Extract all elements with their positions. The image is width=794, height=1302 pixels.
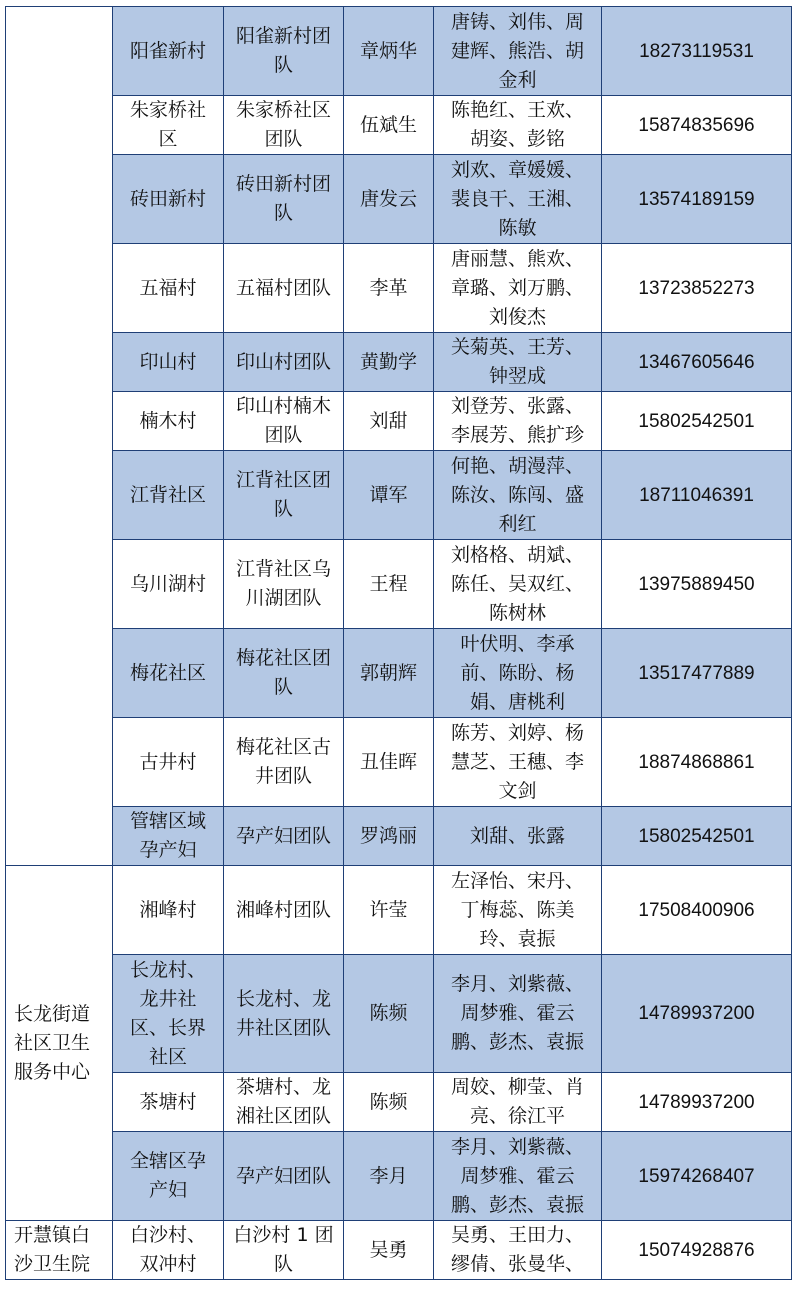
table-row	[6, 392, 792, 451]
village-cell: 管辖区域孕产妇	[113, 807, 224, 866]
phone-cell: 13467605646	[602, 333, 792, 392]
table-row	[6, 1073, 792, 1132]
team-cell: 湘峰村团队	[224, 866, 344, 955]
table-row	[6, 1132, 792, 1221]
table-row	[6, 451, 792, 540]
leader-cell: 郭朝辉	[344, 629, 434, 718]
table-row	[6, 7, 792, 96]
leader-cell: 唐发云	[344, 155, 434, 244]
phone-cell: 15974268407	[602, 1132, 792, 1221]
phone-cell: 18711046391	[602, 451, 792, 540]
village-cell: 楠木村	[113, 392, 224, 451]
leader-cell: 黄勤学	[344, 333, 434, 392]
phone-cell: 15802542501	[602, 807, 792, 866]
team-cell: 五福村团队	[224, 244, 344, 333]
phone-cell: 14789937200	[602, 1073, 792, 1132]
village-cell: 梅花社区	[113, 629, 224, 718]
team-cell: 朱家桥社区团队	[224, 96, 344, 155]
members-cell: 陈芳、刘婷、杨慧芝、王穗、李文剑	[434, 718, 602, 807]
phone-cell: 13517477889	[602, 629, 792, 718]
leader-cell: 刘甜	[344, 392, 434, 451]
team-cell: 印山村团队	[224, 333, 344, 392]
village-cell: 长龙村、龙井社区、长界社区	[113, 955, 224, 1073]
team-cell: 江背社区团队	[224, 451, 344, 540]
leader-cell: 丑佳晖	[344, 718, 434, 807]
village-cell: 阳雀新村	[113, 7, 224, 96]
village-cell: 印山村	[113, 333, 224, 392]
members-cell: 叶伏明、李承前、陈盼、杨娟、唐桃利	[434, 629, 602, 718]
team-cell: 印山村楠木团队	[224, 392, 344, 451]
phone-cell: 18874868861	[602, 718, 792, 807]
phone-cell: 15802542501	[602, 392, 792, 451]
team-cell: 砖田新村团队	[224, 155, 344, 244]
members-cell: 周姣、柳莹、肖亮、徐江平	[434, 1073, 602, 1132]
team-cell: 长龙村、龙井社区团队	[224, 955, 344, 1073]
leader-cell: 许莹	[344, 866, 434, 955]
table-row	[6, 155, 792, 244]
members-cell: 唐铸、刘伟、周建辉、熊浩、胡金利	[434, 7, 602, 96]
phone-cell: 15074928876	[602, 1221, 792, 1280]
team-cell: 孕产妇团队	[224, 807, 344, 866]
table-row	[6, 718, 792, 807]
village-cell: 全辖区孕产妇	[113, 1132, 224, 1221]
village-cell: 江背社区	[113, 451, 224, 540]
members-cell: 李月、刘紫薇、周梦雅、霍云鹏、彭杰、袁振	[434, 1132, 602, 1221]
table-row	[6, 333, 792, 392]
phone-cell: 13723852273	[602, 244, 792, 333]
team-cell: 梅花社区团队	[224, 629, 344, 718]
members-cell: 刘格格、胡斌、陈任、吴双红、陈树林	[434, 540, 602, 629]
members-cell: 何艳、胡漫萍、陈汝、陈闯、盛利红	[434, 451, 602, 540]
phone-cell: 13975889450	[602, 540, 792, 629]
village-cell: 砖田新村	[113, 155, 224, 244]
table-row	[6, 629, 792, 718]
phone-cell: 17508400906	[602, 866, 792, 955]
leader-cell: 陈频	[344, 1073, 434, 1132]
leader-cell: 伍斌生	[344, 96, 434, 155]
village-cell: 朱家桥社区	[113, 96, 224, 155]
members-cell: 刘甜、张露	[434, 807, 602, 866]
table-row	[6, 540, 792, 629]
team-cell: 阳雀新村团队	[224, 7, 344, 96]
team-contact-table	[5, 6, 792, 1280]
village-cell: 湘峰村	[113, 866, 224, 955]
leader-cell: 罗鸿丽	[344, 807, 434, 866]
table-row	[6, 244, 792, 333]
table-row	[6, 1221, 792, 1280]
table-row	[6, 955, 792, 1073]
center-cell: 长龙街道社区卫生服务中心	[6, 866, 113, 1221]
leader-cell: 陈频	[344, 955, 434, 1073]
members-cell: 刘登芳、张露、李展芳、熊扩珍	[434, 392, 602, 451]
members-cell: 吴勇、王田力、缪倩、张曼华、	[434, 1221, 602, 1280]
members-cell: 关菊英、王芳、钟翌成	[434, 333, 602, 392]
phone-cell: 15874835696	[602, 96, 792, 155]
village-cell: 茶塘村	[113, 1073, 224, 1132]
leader-cell: 李月	[344, 1132, 434, 1221]
members-cell: 刘欢、章媛媛、裴良干、王湘、陈敏	[434, 155, 602, 244]
center-cell: 开慧镇白沙卫生院	[6, 1221, 113, 1280]
leader-cell: 谭军	[344, 451, 434, 540]
leader-cell: 王程	[344, 540, 434, 629]
team-cell: 孕产妇团队	[224, 1132, 344, 1221]
team-cell: 茶塘村、龙湘社区团队	[224, 1073, 344, 1132]
leader-cell: 吴勇	[344, 1221, 434, 1280]
members-cell: 陈艳红、王欢、胡姿、彭铭	[434, 96, 602, 155]
team-cell: 江背社区乌川湖团队	[224, 540, 344, 629]
phone-cell: 18273119531	[602, 7, 792, 96]
leader-cell: 李革	[344, 244, 434, 333]
village-cell: 白沙村、双冲村	[113, 1221, 224, 1280]
village-cell: 乌川湖村	[113, 540, 224, 629]
team-cell: 白沙村 1 团队	[224, 1221, 344, 1280]
members-cell: 李月、刘紫薇、周梦雅、霍云鹏、彭杰、袁振	[434, 955, 602, 1073]
phone-cell: 13574189159	[602, 155, 792, 244]
members-cell: 左泽怡、宋丹、丁梅蕊、陈美玲、袁振	[434, 866, 602, 955]
table-row	[6, 866, 792, 955]
center-cell	[6, 7, 113, 866]
table-row	[6, 96, 792, 155]
members-cell: 唐丽慧、熊欢、章璐、刘万鹏、刘俊杰	[434, 244, 602, 333]
leader-cell: 章炳华	[344, 7, 434, 96]
village-cell: 古井村	[113, 718, 224, 807]
phone-cell: 14789937200	[602, 955, 792, 1073]
table-row	[6, 807, 792, 866]
village-cell: 五福村	[113, 244, 224, 333]
team-cell: 梅花社区古井团队	[224, 718, 344, 807]
